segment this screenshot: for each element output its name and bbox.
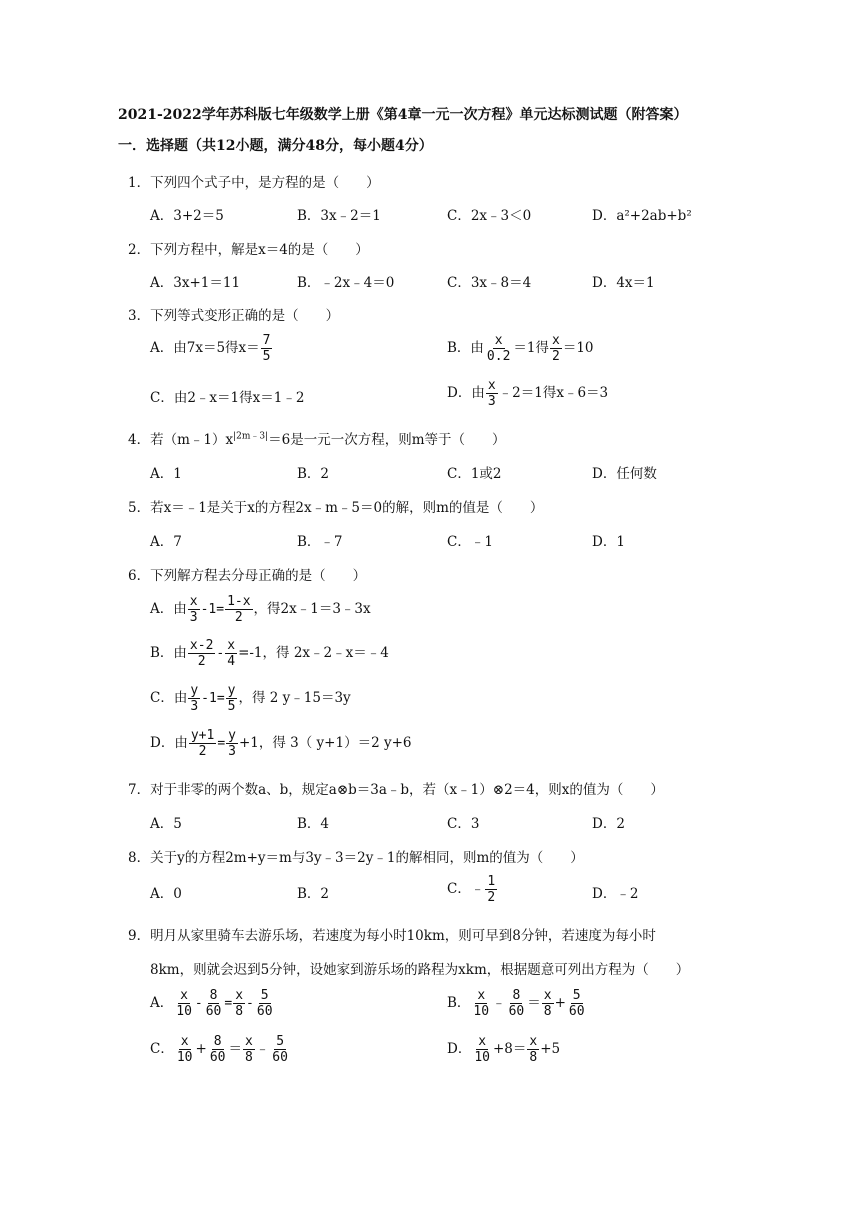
q7-option-d[interactable]: D．2	[592, 816, 625, 832]
fraction: $\frac{y}{3}$	[228, 728, 236, 759]
q9-option-d[interactable]: D． $\frac{x}{10}$ +8＝ $\frac{x}{8}$ +5	[447, 1034, 561, 1065]
q4-option-c[interactable]: C．1或2	[447, 466, 502, 482]
fraction: $\frac{y}{5}$	[227, 683, 236, 714]
question-3-stem: 3．下列等式变形正确的是（ ）	[128, 308, 340, 324]
q8-option-d[interactable]: D．﹣2	[592, 886, 639, 902]
q5-option-a[interactable]: A．7	[150, 534, 182, 550]
q7-option-a[interactable]: A．5	[150, 816, 182, 832]
q3-option-d[interactable]: D．由 $\frac{x}{3}$ ﹣2＝1得x﹣6＝3	[447, 378, 609, 409]
q5-option-b[interactable]: B．﹣7	[297, 534, 343, 550]
fraction: $\frac{y+1}{2}$	[190, 728, 215, 759]
q1-option-c[interactable]: C．2x﹣3＜0	[447, 208, 532, 224]
fraction: $\frac{x}{4}$	[227, 638, 236, 669]
fraction: $\frac{x}{3}$	[189, 594, 198, 625]
q3-option-b[interactable]: B．由 $\frac{x}{0.2}$ ＝1得 $\frac{x}{2}$ ＝10	[447, 333, 594, 364]
question-5-stem: 5．若x＝﹣1是关于x的方程2x﹣m﹣5＝0的解，则m的值是（ ）	[128, 500, 544, 516]
fraction: $\frac{x-2}{2}$	[189, 638, 214, 669]
q2-option-a[interactable]: A．3x+1＝11	[150, 275, 241, 291]
q3-option-c[interactable]: C．由2﹣x＝1得x＝1﹣2	[150, 390, 305, 406]
question-8-stem: 8．关于y的方程2m+y＝m与3y﹣3＝2y﹣1的解相同，则m的值为（ ）	[128, 850, 584, 866]
question-1-stem: 1．下列四个式子中，是方程的是（ ）	[128, 175, 380, 191]
q6-option-a[interactable]: A．由 $\frac{x}{3}$ -1= $\frac{1-x}{2}$ ，得2x﹣1＝3﹣3x	[150, 594, 371, 625]
fraction: $\frac{x}{2}$	[552, 333, 560, 364]
q3-a-text: A．由7x＝5得x＝	[150, 340, 260, 356]
section-heading: 一．选择题（共12小题，满分48分，每小题4分）	[118, 138, 433, 154]
fraction: $\frac{7}{5}$	[262, 333, 271, 364]
q6-option-b[interactable]: B．由 $\frac{x-2}{2}$ - $\frac{x}{4}$ =-1，得 2x﹣2﹣x＝﹣4	[150, 638, 389, 669]
page-title: 2021-2022学年苏科版七年级数学上册《第4章一元一次方程》单元达标测试题（附答案）	[118, 107, 688, 123]
q2-option-b[interactable]: B．﹣2x﹣4＝0	[297, 275, 395, 291]
q1-option-a[interactable]: A．3+2＝5	[150, 208, 224, 224]
q9-option-b[interactable]: B． $\frac{x}{10}$ ﹣ $\frac{8}{60}$ ＝ $\frac{x}{8}$ + $\frac{5}{60}$	[447, 988, 585, 1019]
q3-b-text: B．由	[447, 340, 484, 356]
q5-option-c[interactable]: C．﹣1	[447, 534, 493, 550]
q2-option-c[interactable]: C．3x﹣8＝4	[447, 275, 532, 291]
fraction: $\frac{1}{2}$	[487, 874, 496, 905]
q2-option-d[interactable]: D．4x＝1	[592, 275, 655, 291]
q6-option-d[interactable]: D．由 $\frac{y+1}{2}$ = $\frac{y}{3}$ +1，得 3（ y+1）＝2 y+6	[150, 728, 412, 759]
q1-option-d[interactable]: D．a²+2ab+b²	[592, 208, 692, 224]
q8-option-a[interactable]: A．0	[150, 886, 182, 902]
q1-option-b[interactable]: B．3x﹣2＝1	[297, 208, 381, 224]
q4-option-d[interactable]: D．任何数	[592, 466, 657, 482]
fraction: $\frac{x}{0.2}$	[486, 333, 511, 364]
q8-option-c[interactable]: C．﹣ $\frac{1}{2}$	[447, 874, 496, 905]
q5-option-d[interactable]: D．1	[592, 534, 625, 550]
question-4-stem: 4．若$(m﹣1)x^{|2m﹣3|}=6$是一元一次方程，则m等于（ ）	[128, 431, 506, 448]
question-2-stem: 2．下列方程中，解是x＝4的是（ ）	[128, 242, 369, 258]
q7-option-c[interactable]: C．3	[447, 816, 480, 832]
question-9-stem-line2: 8km，则就会迟到5分钟，设她家到游乐场的路程为xkm，根据题意可列出方程为（ ）	[150, 962, 690, 978]
q6-option-c[interactable]: C．由 $\frac{y}{3}$ -1= $\frac{y}{5}$ ，得 2 y﹣15＝3y	[150, 683, 351, 714]
q4-option-a[interactable]: A．1	[150, 466, 182, 482]
q9-option-a[interactable]: A． $\frac{x}{10}$ - $\frac{8}{60}$ = $\frac{x}{8}$ - $\frac{5}{60}$	[150, 988, 273, 1019]
q8-option-b[interactable]: B．2	[297, 886, 330, 902]
fraction: $\frac{y}{3}$	[190, 683, 199, 714]
q3-option-a[interactable]	[150, 333, 273, 364]
question-9-stem-line1: 9．明月从家里骑车去游乐场，若速度为每小时10km，则可早到8分钟，若速度为每小时	[128, 928, 656, 944]
question-6-stem: 6．下列解方程去分母正确的是（ ）	[128, 568, 367, 584]
question-7-stem: 7．对于非零的两个数a、b，规定a⊗b＝3a﹣b，若（x﹣1）⊗2＝4，则x的值为（ ）	[128, 782, 664, 798]
q4-option-b[interactable]: B．2	[297, 466, 330, 482]
q7-option-b[interactable]: B．4	[297, 816, 330, 832]
q9-option-c[interactable]: C． $\frac{x}{10}$ + $\frac{8}{60}$ ＝ $\frac{x}{8}$ ﹣ $\frac{5}{60}$	[150, 1034, 288, 1065]
fraction: $\frac{1-x}{2}$	[227, 594, 251, 625]
fraction: $\frac{x}{3}$	[487, 378, 496, 409]
